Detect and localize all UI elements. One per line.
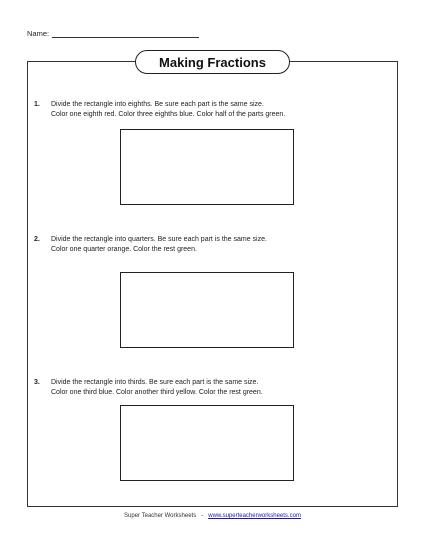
question-line: Color one eighth red. Color three eighths blue. Color half of the parts green.	[51, 111, 286, 118]
question-line: Divide the rectangle into eighths. Be sure each part is the same size.	[51, 101, 264, 108]
name-label: Name:	[27, 29, 50, 38]
footer-brand: Super Teacher Worksheets	[124, 513, 197, 519]
question-number: 3.	[34, 379, 40, 386]
footer-url-link[interactable]: www.superteacherworksheets.com	[208, 513, 301, 519]
name-blank-line[interactable]	[52, 30, 199, 38]
question-text	[51, 100, 391, 120]
answer-rectangle-2[interactable]	[120, 272, 294, 348]
question-number: 1.	[34, 101, 40, 108]
worksheet-title	[135, 50, 290, 74]
question-line: Divide the rectangle into quarters. Be sure each part is the same size.	[51, 236, 267, 243]
name-field-row	[27, 29, 199, 38]
question-line: Color one third blue. Color another third yellow. Color the rest green.	[51, 389, 263, 396]
footer	[0, 513, 425, 519]
question-line: Divide the rectangle into thirds. Be sure each part is the same size.	[51, 379, 259, 386]
question-text	[51, 235, 391, 255]
question-text	[51, 378, 391, 398]
answer-rectangle-1[interactable]	[120, 129, 294, 205]
question-line: Color one quarter orange. Color the rest green.	[51, 246, 197, 253]
title-text: Making Fractions	[159, 54, 266, 70]
question-number: 2.	[34, 236, 40, 243]
footer-separator: -	[201, 513, 204, 519]
answer-rectangle-3[interactable]	[120, 405, 294, 481]
